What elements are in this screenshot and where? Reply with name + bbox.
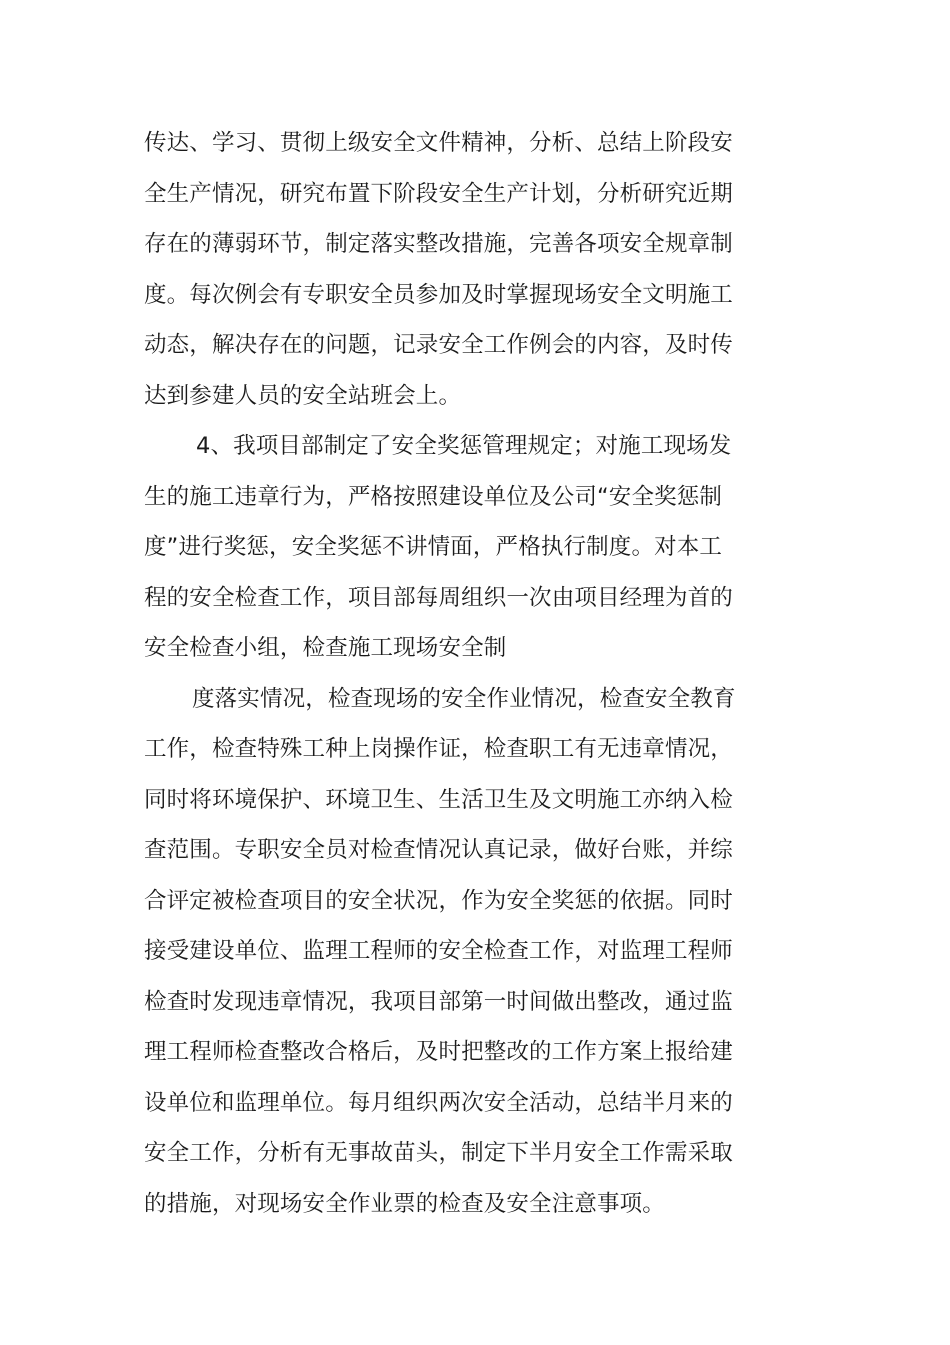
text-line: 同时将环境保护、环境卫生、生活卫生及文明施工亦纳入检 bbox=[144, 786, 733, 813]
text-line: 设单位和监理单位。每月组织两次安全活动，总结半月来的 bbox=[144, 1089, 733, 1116]
text-line: 安全工作，分析有无事故苗头，制定下半月安全工作需采取 bbox=[144, 1140, 733, 1166]
text-line: 接受建设单位、监理工程师的安全检查工作，对监理工程师 bbox=[144, 938, 733, 964]
text-line: 全生产情况，研究布置下阶段安全生产计划，分析研究近期 bbox=[144, 180, 733, 207]
text-line: 动态，解决存在的问题，记录安全工作例会的内容，及时传 bbox=[144, 332, 733, 358]
text-line: 度”进行奖惩，安全奖惩不讲情面，严格执行制度。对本工 bbox=[144, 534, 723, 560]
text-line: 理工程师检查整改合格后，及时把整改的工作方案上报给建 bbox=[144, 1039, 733, 1065]
text-line: 度。每次例会有专职安全员参加及时掌握现场安全文明施工 bbox=[144, 281, 733, 308]
text-line: 存在的薄弱环节，制定落实整改措施，完善各项安全规章制 bbox=[144, 231, 733, 257]
text-line: 达到参建人员的安全站班会上。 bbox=[144, 382, 462, 409]
text-line: 检查时发现违章情况，我项目部第一时间做出整改，通过监 bbox=[144, 988, 733, 1015]
text-line: 生的施工违章行为，严格按照建设单位及公司“安全奖惩制 bbox=[144, 483, 723, 510]
text-line: 4、我项目部制定了安全奖惩管理规定；对施工现场发 bbox=[196, 433, 732, 459]
text-line: 安全检查小组，检查施工现场安全制 bbox=[144, 635, 507, 661]
text-line: 工作，检查特殊工种上岗操作证，检查职工有无违章情况， bbox=[144, 736, 733, 762]
text-line: 查范围。专职安全员对检查情况认真记录，做好台账，并综 bbox=[144, 837, 733, 863]
paragraph-meeting bbox=[144, 118, 750, 421]
text-line: 程的安全检查工作，项目部每周组织一次由项目经理为首的 bbox=[144, 584, 733, 611]
paragraph-rewards-penalties bbox=[144, 421, 750, 674]
text-line: 合评定被检查项目的安全状况，作为安全奖惩的依据。同时 bbox=[144, 887, 733, 914]
body-text bbox=[144, 118, 750, 1229]
text-line: 传达、学习、贯彻上级安全文件精神，分析、总结上阶段安 bbox=[144, 130, 733, 156]
paragraph-inspection bbox=[144, 674, 750, 1230]
text-line: 度落实情况，检查现场的安全作业情况，检查安全教育 bbox=[192, 685, 736, 712]
text-line: 的措施，对现场安全作业票的检查及安全注意事项。 bbox=[144, 1190, 665, 1217]
